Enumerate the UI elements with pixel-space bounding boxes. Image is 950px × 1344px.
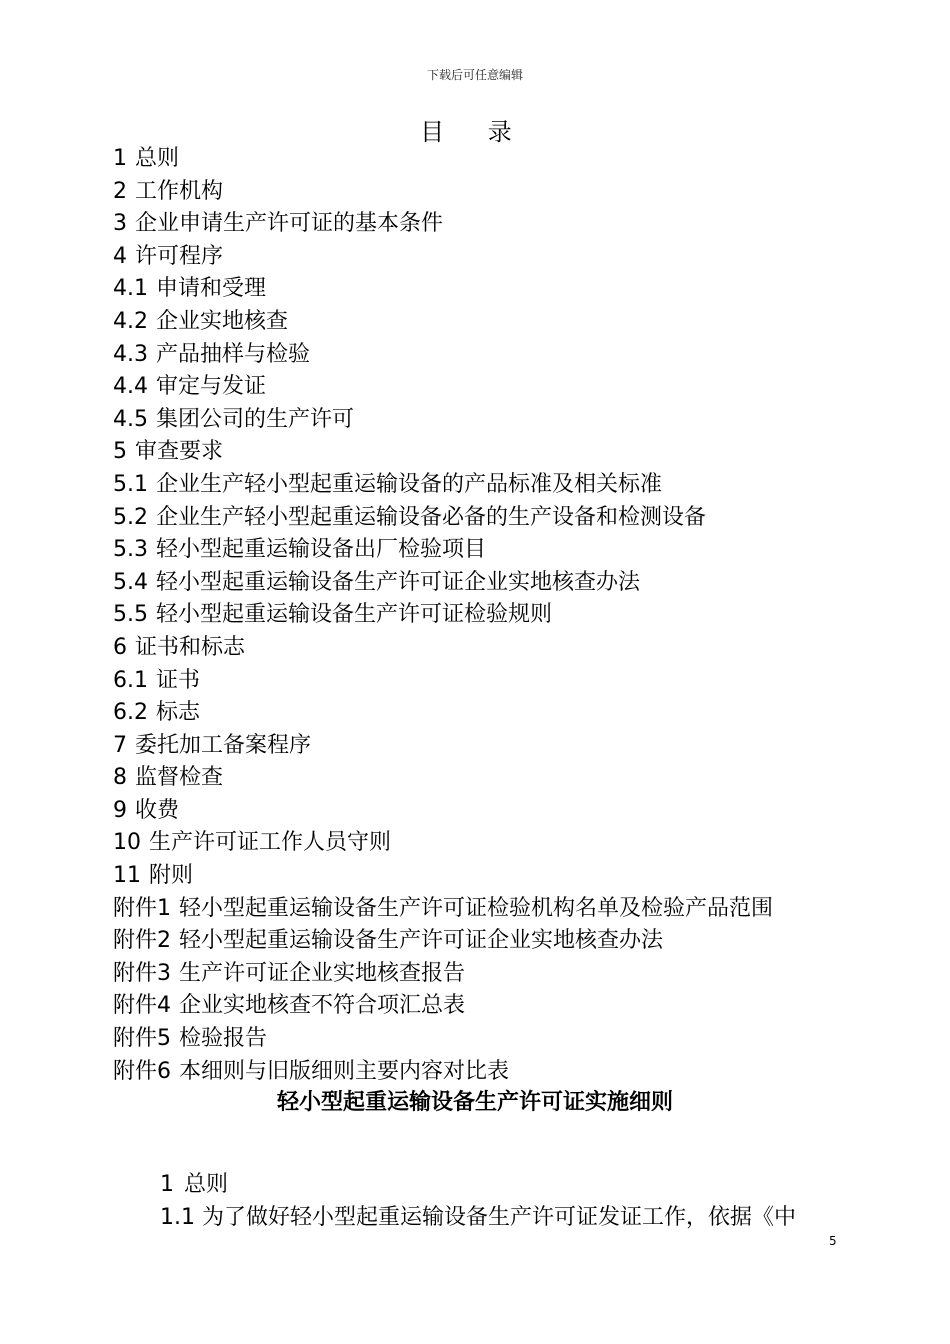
toc-item (113, 1023, 773, 1056)
toc-item-number: 附件5 (113, 1026, 171, 1052)
toc-item-number: 4.1 (113, 276, 148, 302)
toc-item-number: 6 (113, 634, 127, 660)
toc-item-number: 5 (113, 439, 127, 465)
toc-item-number: 附件4 (113, 993, 171, 1019)
toc-item (113, 469, 773, 502)
toc-item-number: 9 (113, 797, 127, 823)
toc-item (113, 273, 773, 306)
toc-item-number: 4.4 (113, 374, 148, 400)
toc-item (113, 208, 773, 241)
toc-item-text: 企业申请生产许可证的基本条件 (135, 211, 444, 237)
toc-title: 目 录 (420, 118, 530, 146)
toc-item-number: 2 (113, 178, 127, 204)
toc-item (113, 306, 773, 339)
toc-item-number: 7 (113, 732, 127, 758)
toc-item-text: 委托加工备案程序 (135, 732, 312, 758)
toc-item-number: 5.1 (113, 471, 148, 497)
toc-item-number: 附件3 (113, 960, 171, 986)
toc-item-number: 附件2 (113, 928, 171, 954)
toc-item (113, 958, 773, 991)
toc-item-number: 4.2 (113, 308, 148, 334)
section-title: 总则 (184, 1172, 229, 1197)
toc-item-number: 8 (113, 765, 127, 791)
toc-item (113, 339, 773, 372)
toc-item (113, 599, 773, 632)
toc-item-number: 5.2 (113, 504, 148, 530)
toc-item (113, 762, 773, 795)
toc-item (113, 534, 773, 567)
toc-item (113, 176, 773, 209)
toc-item (113, 697, 773, 730)
toc-item-number: 6.2 (113, 700, 148, 726)
toc-item-number: 6.1 (113, 667, 148, 693)
toc-item (113, 371, 773, 404)
toc-item (113, 567, 773, 600)
toc-item (113, 730, 773, 763)
toc-item-number: 4 (113, 243, 127, 269)
toc-item-text: 轻小型起重运输设备生产许可证检验规则 (156, 602, 553, 628)
toc-item-text: 企业实地核查 (156, 308, 289, 334)
toc-item-text: 轻小型起重运输设备生产许可证企业实地核查办法 (179, 928, 664, 954)
page-number: 5 (829, 1234, 837, 1248)
toc-item-text: 本细则与旧版细则主要内容对比表 (179, 1058, 510, 1084)
toc-item-text: 生产许可证企业实地核查报告 (179, 960, 466, 986)
toc-item (113, 1056, 773, 1089)
toc-item-text: 产品抽样与检验 (156, 341, 311, 367)
toc-item (113, 241, 773, 274)
toc-item-number: 附件6 (113, 1058, 171, 1084)
toc-item-number: 11 (113, 863, 141, 889)
toc-item (113, 990, 773, 1023)
toc-item-text: 监督检查 (135, 765, 224, 791)
toc-item (113, 860, 773, 893)
toc-item-text: 附则 (149, 863, 194, 889)
toc-item-text: 检验报告 (179, 1026, 268, 1052)
toc-item-text: 证书 (156, 667, 201, 693)
toc-item-text: 轻小型起重运输设备生产许可证企业实地核查办法 (156, 569, 641, 595)
toc-item (113, 632, 773, 665)
toc-item (113, 665, 773, 698)
toc-item-text: 收费 (135, 797, 180, 823)
toc-item (113, 795, 773, 828)
toc-item (113, 502, 773, 535)
section-number: 1 (160, 1172, 174, 1197)
toc-item-number: 10 (113, 830, 141, 856)
toc-item-number: 附件1 (113, 895, 171, 921)
document-title: 轻小型起重运输设备生产许可证实施细则 (276, 1090, 673, 1115)
toc-item-number: 5.4 (113, 569, 148, 595)
toc-list (113, 143, 773, 1088)
toc-item-text: 工作机构 (135, 178, 224, 204)
header-note: 下载后可任意编辑 (426, 68, 523, 82)
toc-item-number: 1 (113, 146, 127, 171)
toc-item-number: 5.5 (113, 602, 148, 628)
toc-item-text: 轻小型起重运输设备生产许可证检验机构名单及检验产品范围 (179, 895, 774, 921)
toc-item-text: 轻小型起重运输设备出厂检验项目 (156, 537, 487, 563)
toc-item-text: 企业实地核查不符合项汇总表 (179, 993, 466, 1019)
toc-item (113, 827, 773, 860)
toc-item (113, 893, 773, 926)
toc-item-text: 许可程序 (135, 243, 224, 269)
toc-item-text: 企业生产轻小型起重运输设备必备的生产设备和检测设备 (156, 504, 707, 530)
toc-item-number: 4.5 (113, 406, 148, 432)
toc-item-text: 证书和标志 (135, 634, 246, 660)
toc-item-number: 4.3 (113, 341, 148, 367)
toc-item-text: 审定与发证 (156, 374, 267, 400)
toc-item-text: 总则 (135, 146, 180, 171)
toc-item (113, 436, 773, 469)
toc-item (113, 143, 773, 176)
toc-item (113, 404, 773, 437)
toc-item-text: 标志 (156, 700, 201, 726)
toc-item-number: 3 (113, 211, 127, 237)
toc-item-text: 申请和受理 (156, 276, 267, 302)
toc-item-text: 集团公司的生产许可 (156, 406, 355, 432)
toc-item-text: 生产许可证工作人员守则 (149, 830, 392, 856)
toc-item-number: 5.3 (113, 537, 148, 563)
toc-item (113, 925, 773, 958)
toc-item-text: 审查要求 (135, 439, 224, 465)
section-heading (160, 1167, 228, 1198)
body-paragraph: 1.1 为了做好轻小型起重运输设备生产许可证发证工作，依据《中 (160, 1205, 796, 1230)
toc-item-text: 企业生产轻小型起重运输设备的产品标准及相关标准 (156, 471, 663, 497)
